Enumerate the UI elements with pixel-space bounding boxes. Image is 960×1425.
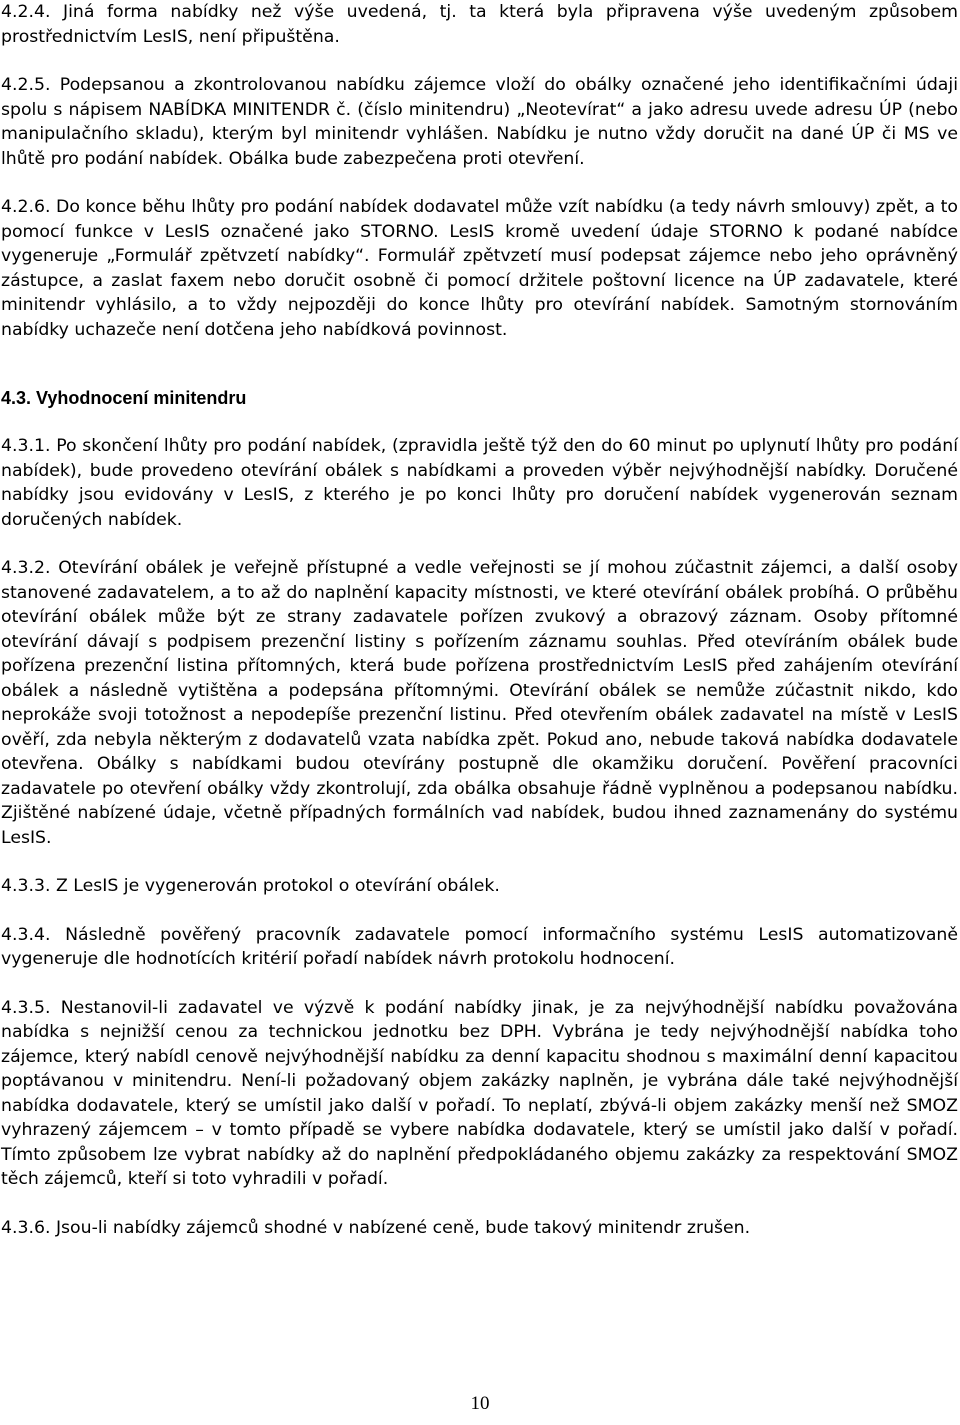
paragraph-4-3-5: 4.3.5. Nestanovil-li zadavatel ve výzvě k podání nabídky jinak, je za nejvýhodnější nabídku považována nabídka s nejnižší cenou za technickou jednotku bez DPH. Vybrána je tedy nejvýhodnější nabídka toho zájemce, který nabídl cenově nejvýhodnější nabídku za denní kapacitu shodnou s maximální denní kapacitou poptávanou v minitendru. Není-li požadovaný objem zakázky naplněn, je vybrána dále také nejvýhodnější nabídka dodavatele, který se umístil jako další v pořadí. To neplatí, zbývá-li objem zakázky menší než SMOZ vyhrazený zájemcem – v tomto případě se vybere nabídka dodavatele, který se umístil jako další v pořadí. Tímto způsobem lze vybrat nabídky až do naplnění předpokládaného objemu zakázky za respektování SMOZ těch zájemců, kteří si toto vyhradili v pořadí. bbox=[1, 997, 958, 1189]
paragraph-4-2-5: 4.2.5. Podepsanou a zkontrolovanou nabídku zájemce vloží do obálky označené jeho identifikačními údaji spolu s nápisem NABÍDKA MINITENDR č. (číslo minitendru) „Neotevírat“ a jako adresu uvede adresu ÚP (nebo manipulačního skladu), kterým byl minitendr vyhlášen. Nabídku je nutno vždy doručit na dané ÚP či MS ve lhůtě pro podání nabídek. Obálka bude zabezpečena proti otevření. bbox=[1, 75, 958, 169]
paragraph-4-2-6: 4.2.6. Do konce běhu lhůty pro podání nabídek dodavatel může vzít nabídku (a tedy návrh smlouvy) zpět, a to pomocí funkce v LesIS označené jako STORNO. LesIS kromě uvedení údaje STORNO k podané nabídce vygeneruje „Formulář zpětvzetí nabídky“. Formulář zpětvzetí musí podepsat zájemce nebo jeho oprávněný zástupce, a zaslat faxem nebo doručit osobně či pomocí držitele poštovní licence na ÚP zadavatele, které minitendr vyhlásilo, a to vždy nejpozději do konce lhůty pro otevírání nabídek. Samotným stornováním nabídky uchazeče není dotčena jeho nabídková povinnost. bbox=[1, 197, 958, 340]
spacer bbox=[1, 532, 958, 556]
section-heading bbox=[1, 386, 958, 410]
spacer bbox=[1, 171, 958, 195]
paragraph-4-3-4: 4.3.4. Následně pověřený pracovník zadavatele pomocí informačního systému LesIS automatizovaně vygeneruje dle hodnotících kritérií pořadí nabídek návrh protokolu hodnocení. bbox=[1, 924, 958, 969]
paragraph-4-3-1: 4.3.1. Po skončení lhůty pro podání nabídek, (zpravidla ještě týž den do 60 minut po uplynutí lhůty pro podání nabídek), bude provedeno otevírání obálek s nabídkami a proveden výběr nejvýhodnější nabídky. Doručené nabídky jsou evidovány v LesIS, z kterého je po konci lhůty pro doručení nabídek vygenerován seznam doručených nabídek. bbox=[1, 436, 958, 530]
spacer bbox=[1, 972, 958, 996]
section-number: 4.3. bbox=[1, 388, 32, 408]
spacer bbox=[1, 899, 958, 923]
spacer bbox=[1, 49, 958, 73]
spacer bbox=[1, 1192, 958, 1216]
paragraph-4-3-2: 4.3.2. Otevírání obálek je veřejně přístupné a vedle veřejnosti se jí mohou zúčastnit zájemci, a další osoby stanovené zadavatelem, a to až do naplnění kapacity místnosti, ve které otevírání obálek probíhá. O průběhu otevírání obálek může být ze strany zadavatele pořízen zvukový a obrazový záznam. Osoby přítomné otevírání dávají s podpisem prezenční listiny s pořízením záznamu souhlas. Před otevíráním obálek bude pořízena prezenční listina přítomných, která bude pořízena prostřednictvím LesIS před zahájením otevírání obálek a následně vytištěna a podepsána přítomnými. Otevírání obálek se nemůže zúčastnit nikdo, kdo neprokáže svoji totožnost a nepodepíše prezenční listinu. Před otevřením obálek zadavatel na místě v LesIS ověří, zda nebyla některým z dodavatelů vzata nabídka zpět. Pokud ano, nebude taková nabídka dodavatele otevřena. Obálky s nabídkami budou otevírány postupně dle okamžiku doručení. Pověření pracovníci zadavatele po otevření obálky vždy zkontrolují, zda obálka obsahuje řádně vyplněnou a podepsanou nabídku. Zjištěné nabízené údaje, včetně případných formálních vad nabídek, budou ihned zaznamenány do systému LesIS. bbox=[1, 558, 958, 848]
section-title: Vyhodnocení minitendru bbox=[36, 388, 247, 408]
spacer bbox=[1, 342, 958, 386]
spacer bbox=[1, 850, 958, 874]
spacer bbox=[1, 410, 958, 434]
paragraph-4-3-3: 4.3.3. Z LesIS je vygenerován protokol o otevírání obálek. bbox=[1, 876, 500, 896]
paragraph-4-3-6: 4.3.6. Jsou-li nabídky zájemců shodné v nabízené ceně, bude takový minitendr zrušen. bbox=[1, 1217, 751, 1238]
page-number: 10 bbox=[470, 1393, 490, 1414]
paragraph-4-2-4: 4.2.4. Jiná forma nabídky než výše uvedená, tj. ta která byla připravena výše uvedeným způsobem prostřednictvím LesIS, není připuštěna. bbox=[1, 2, 958, 47]
